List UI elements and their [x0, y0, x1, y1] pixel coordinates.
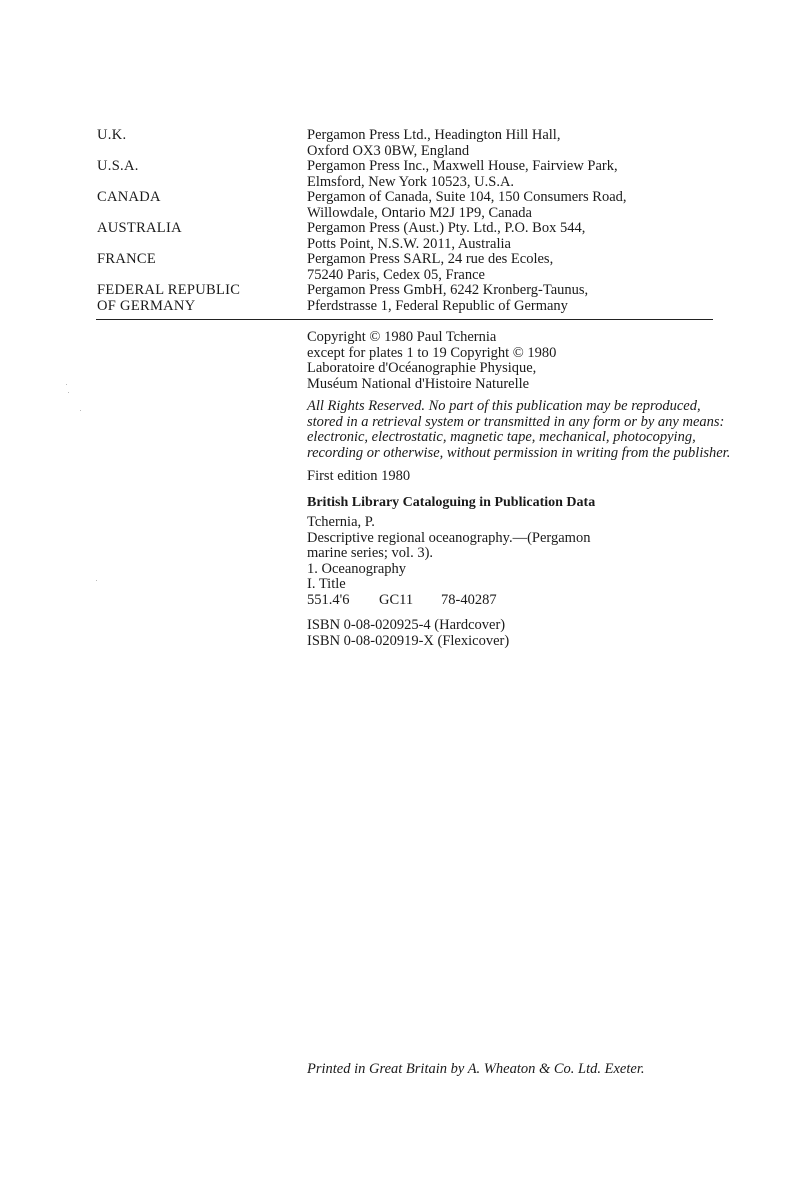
speck — [68, 392, 69, 393]
address-line: Elmsford, New York 10523, U.S.A. — [307, 173, 515, 190]
isbn-line: ISBN 0-08-020919-X (Flexicover) — [307, 632, 510, 649]
country-line: OF GERMANY — [97, 297, 196, 314]
copyright-line: Copyright © 1980 Paul Tchernia — [307, 329, 497, 345]
cip-line: 1. Oceanography — [307, 560, 407, 577]
publisher-row-germany — [97, 283, 717, 314]
cip-line: marine series; vol. 3). — [307, 545, 434, 561]
cip-line: I. Title — [307, 576, 346, 592]
publisher-country — [97, 221, 307, 252]
country-line: FEDERAL REPUBLIC — [97, 282, 241, 298]
classification-lc: GC11 — [379, 591, 414, 608]
publisher-address — [307, 221, 717, 252]
country-line: CANADA — [97, 189, 161, 205]
cip-line: Descriptive regional oceanography.—(Pergamon — [307, 529, 591, 546]
publisher-address — [307, 128, 717, 159]
publisher-row-australia — [97, 221, 717, 252]
address-line: Potts Point, N.S.W. 2011, Australia — [307, 235, 511, 252]
copyright-line: Laboratoire d'Océanographie Physique, — [307, 360, 537, 376]
rights-line: All Rights Reserved. No part of this publication may be reproduced, — [307, 398, 701, 414]
publisher-address — [307, 252, 717, 283]
address-line: Pergamon Press Ltd., Headington Hill Hall, — [307, 127, 561, 143]
printer-note: Printed in Great Britain by A. Wheaton & Co. Ltd. Exeter. — [307, 1061, 645, 1077]
address-line: Pergamon Press GmbH, 6242 Kronberg-Taunus, — [307, 282, 589, 298]
address-line: Pergamon of Canada, Suite 104, 150 Consumers Road, — [307, 189, 627, 205]
country-line: FRANCE — [97, 251, 157, 267]
publisher-row-uk — [97, 128, 717, 159]
publisher-country — [97, 128, 307, 159]
publisher-address — [307, 190, 717, 221]
publisher-row-canada — [97, 190, 717, 221]
copyright-line: except for plates 1 to 19 Copyright © 1980 — [307, 344, 557, 361]
publisher-country — [97, 283, 307, 314]
country-line: U.S.A. — [97, 158, 139, 174]
rights-line: recording or otherwise, without permission in writing from the publisher. — [307, 444, 731, 461]
publisher-row-usa — [97, 159, 717, 190]
address-line: Willowdale, Ontario M2J 1P9, Canada — [307, 204, 532, 221]
classification-dewey: 551.4'6 — [307, 591, 350, 608]
speck — [96, 580, 97, 581]
cip-data — [307, 515, 721, 608]
speck — [66, 384, 67, 385]
isbn-block — [307, 618, 721, 649]
horizontal-divider — [96, 319, 713, 320]
publisher-addresses — [97, 128, 717, 314]
publisher-row-france — [97, 252, 717, 283]
cip-line: Tchernia, P. — [307, 514, 375, 530]
classification-number: 78-40287 — [441, 591, 497, 608]
address-line: Pergamon Press Inc., Maxwell House, Fairview Park, — [307, 158, 618, 174]
publisher-country — [97, 190, 307, 221]
cip-heading: British Library Cataloguing in Publication Data — [307, 494, 596, 510]
edition-note: First edition 1980 — [307, 468, 411, 484]
country-line: U.K. — [97, 127, 127, 143]
isbn-line: ISBN 0-08-020925-4 (Hardcover) — [307, 617, 506, 633]
country-line: AUSTRALIA — [97, 220, 182, 236]
address-line: Pergamon Press SARL, 24 rue des Ecoles, — [307, 251, 554, 267]
address-line: Pferdstrasse 1, Federal Republic of Germany — [307, 297, 568, 314]
address-line: Oxford OX3 0BW, England — [307, 142, 470, 159]
address-line: Pergamon Press (Aust.) Pty. Ltd., P.O. Box 544, — [307, 220, 586, 236]
publisher-country — [97, 159, 307, 190]
publisher-address — [307, 159, 717, 190]
copyright-line: Muséum National d'Histoire Naturelle — [307, 375, 530, 392]
publisher-address — [307, 283, 717, 314]
speck — [80, 410, 81, 411]
print-specks — [60, 380, 110, 580]
rights-line: stored in a retrieval system or transmitted in any form or by any means: — [307, 413, 725, 430]
publisher-country — [97, 252, 307, 283]
copyright-notice — [307, 330, 721, 392]
rights-statement — [307, 398, 731, 461]
rights-line: electronic, electrostatic, magnetic tape, mechanical, photocopying, — [307, 429, 696, 445]
classification-row — [307, 593, 721, 609]
imprint-block — [307, 329, 731, 649]
address-line: 75240 Paris, Cedex 05, France — [307, 266, 485, 283]
